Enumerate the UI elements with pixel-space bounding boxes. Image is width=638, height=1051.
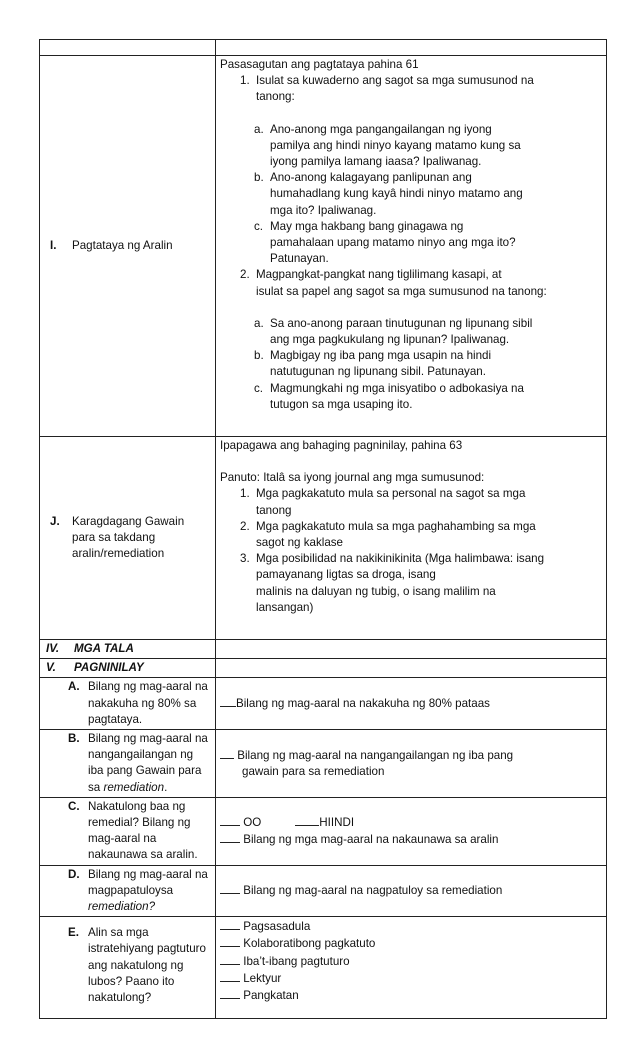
item-line: Patunayan. <box>270 252 329 266</box>
row-content-cell <box>216 730 607 798</box>
item-line: Magmungkahi ng mga inisyatibo o adbokasiya na <box>270 381 524 395</box>
row-value-cont: gawain para sa remediation <box>242 765 385 779</box>
row-label-line: nakakuha ng 80% sa <box>88 696 197 710</box>
row-label-line: iba pang Gawain para <box>88 764 202 778</box>
item-letter: b. <box>254 171 264 185</box>
row-a <box>40 678 607 730</box>
answer-blank[interactable] <box>220 882 240 894</box>
row-content-cell <box>216 678 607 730</box>
item-number: 1. <box>240 74 250 88</box>
option-hindi: HIINDI <box>319 816 355 830</box>
row-c <box>40 797 607 865</box>
row-key: I. <box>50 238 57 252</box>
row-label-emphasis: remediation <box>103 780 165 794</box>
item-line: pamayanang ligtas sa droga, isang <box>256 568 436 582</box>
lesson-plan-table <box>39 39 607 1019</box>
row-key: B. <box>68 732 80 746</box>
option-item <box>220 987 602 1004</box>
row-value: Bilang ng mag-aaral na nakakuha ng 80% pataas <box>236 697 490 711</box>
answer-blank[interactable] <box>220 970 240 982</box>
list-item <box>220 348 602 380</box>
row-key: E. <box>68 926 79 940</box>
item-line: humahadlang kung kayâ hindi ninyo matamo ang <box>270 187 523 201</box>
row-label-line: pagtataya. <box>88 712 143 726</box>
row-value: Bilang ng mag-aaral na nangangailangan ng iba pang <box>237 749 514 763</box>
item-letter: c. <box>254 219 264 233</box>
row-label-line: Nakatulong baa ng <box>88 799 186 813</box>
row-d <box>40 865 607 917</box>
item-line: pamilya ang hindi ninyo kayang matamo kung sa <box>270 138 521 152</box>
answer-blank[interactable] <box>220 831 240 843</box>
list-item <box>220 486 602 518</box>
item-number: 2. <box>240 519 250 533</box>
row-label-line: nakatulong? <box>88 991 152 1005</box>
option-item <box>220 918 602 935</box>
item-number: 1. <box>240 487 250 501</box>
row-label-line: sa <box>88 780 104 794</box>
item-letter: a. <box>254 316 264 330</box>
list-item <box>220 219 602 268</box>
section-content-cell <box>216 659 607 678</box>
item-line: iyong pamilya lamang iaasa? Ipaliwanag. <box>270 155 482 169</box>
row-label-line: para sa takdang <box>72 530 156 544</box>
section-title: PAGNINILAY <box>74 661 144 675</box>
option-item <box>220 953 602 970</box>
option-label: Pagsasadula <box>243 920 311 934</box>
row-label-line: ang nakatulong ng <box>88 958 184 972</box>
row-label-line: aralin/remediation <box>72 547 165 561</box>
row-label-line: mag-aaral na <box>88 832 157 846</box>
list-item <box>220 267 602 299</box>
list-item <box>220 170 602 219</box>
row-value: Bilang ng mga mag-aaral na nakaunawa sa aralin <box>243 833 499 847</box>
item-line: Magpangkat-pangkat nang tiglilimang kasapi, at <box>256 268 502 282</box>
option-oo: OO <box>243 816 262 830</box>
row-label-line: istratehiyang pagtuturo <box>88 942 206 956</box>
row-label-cell <box>40 437 216 640</box>
row-label-line: nangangailangan ng <box>88 748 194 762</box>
row-label <box>44 799 211 864</box>
list-item <box>220 316 602 348</box>
row-key: A. <box>68 680 80 694</box>
row-label <box>44 679 211 728</box>
row-label-cell <box>40 917 216 1019</box>
row-label <box>44 731 211 796</box>
item-line: tutugon sa mga usaping ito. <box>270 397 413 411</box>
row-label-line: nakaunawa sa aralin. <box>88 848 198 862</box>
section-mga-tala <box>40 640 607 659</box>
row-key: D. <box>68 867 80 881</box>
list-item <box>220 519 602 551</box>
option-label: Pangkatan <box>243 989 299 1003</box>
option-label: Lektyur <box>243 971 282 985</box>
item-line: Ano-anong kalagayang panlipunan ang <box>270 171 472 185</box>
row-label-line: Bilang ng mag-aaral na <box>88 867 208 881</box>
section-key: V. <box>46 661 56 675</box>
list-item <box>220 551 602 616</box>
row-key: J. <box>50 514 60 528</box>
item-letter: b. <box>254 349 264 363</box>
row-label-cell <box>40 865 216 917</box>
row-label-cell <box>40 730 216 798</box>
answer-blank[interactable] <box>220 935 240 947</box>
answer-blank[interactable] <box>220 918 240 930</box>
item-line: ang mga pagkukulang ng lipunan? Ipaliwanag. <box>270 333 510 347</box>
row-label-line: magpapatuloysa <box>88 883 174 897</box>
answer-blank[interactable] <box>220 953 240 965</box>
item-line: malinis na daluyan ng tubig, o isang malilim na <box>256 584 496 598</box>
answer-blank[interactable] <box>220 747 234 759</box>
item-line: Mga posibilidad na nakikinikinita (Mga halimbawa: isang <box>256 552 545 566</box>
section-title: MGA TALA <box>74 642 134 655</box>
item-line: lansangan) <box>256 600 314 614</box>
section-content-cell <box>216 640 607 659</box>
answer-blank[interactable] <box>220 695 236 707</box>
item-line: mga ito? Ipaliwanag. <box>270 203 377 217</box>
intro-text: Ipapagawa ang bahaging pagninilay, pahina 63 <box>220 439 463 452</box>
instructions-text: Panuto: Italâ sa iyong journal ang mga sumusunod: <box>220 471 485 485</box>
answer-blank-hindi[interactable] <box>295 814 319 826</box>
intro-text: Pasasagutan ang pagtataya pahina 61 <box>220 58 419 71</box>
row-label-text: Pagtataya ng Aralin <box>72 238 173 252</box>
section-label-cell <box>40 640 216 659</box>
option-item <box>220 935 602 952</box>
header-row <box>40 40 607 56</box>
row-label-emphasis: remediation? <box>88 900 156 914</box>
item-number: 2. <box>240 268 250 282</box>
row-label <box>44 238 211 254</box>
row-b <box>40 730 607 798</box>
header-cell-right <box>216 40 607 56</box>
row-label-cell <box>40 797 216 865</box>
item-line: Sa ano-anong paraan tinutugunan ng lipunang sibil <box>270 316 533 330</box>
option-label: Kolaboratibong pagkatuto <box>243 937 376 951</box>
row-label-cell <box>40 678 216 730</box>
item-line: pamahalaan upang matamo ninyo ang mga ito? <box>270 236 516 250</box>
header-cell-left <box>40 40 216 56</box>
row-content-cell <box>216 797 607 865</box>
option-label: Iba’t-ibang pagtuturo <box>243 954 350 968</box>
row-key: C. <box>68 799 80 813</box>
row-label-line: Bilang ng mag-aaral na <box>88 732 208 746</box>
item-line: Isulat sa kuwaderno ang sagot sa mga sumusunod na <box>256 74 534 88</box>
row-label <box>44 867 211 916</box>
row-label <box>44 514 211 563</box>
item-number: 3. <box>240 552 250 566</box>
row-label-line: Bilang ng mag-aaral na <box>88 680 208 694</box>
row-value: Bilang ng mag-aaral na nagpatuloy sa remediation <box>243 884 503 898</box>
item-line: tanong <box>256 503 292 517</box>
row-content-cell <box>216 437 607 640</box>
item-line: sagot ng kaklase <box>256 536 344 550</box>
row-label-line: Karagdagang Gawain <box>72 514 185 528</box>
section-key: IV. <box>46 642 60 655</box>
item-letter: a. <box>254 122 264 136</box>
item-line: natutugunan ng lipunang sibil. Patunayan. <box>270 365 486 379</box>
item-line: Magbigay ng iba pang mga usapin na hindi <box>270 349 492 363</box>
row-label-line: Alin sa mga <box>88 926 149 940</box>
row-e <box>40 917 607 1019</box>
item-line: Mga pagkakatuto mula sa mga paghahambing sa mga <box>256 519 536 533</box>
section-label-cell <box>40 659 216 678</box>
row-label-line: lubos? Paano ito <box>88 974 175 988</box>
item-line: Mga pagkakatuto mula sa personal na sagot sa mga <box>256 487 526 501</box>
item-line: May mga hakbang bang ginagawa ng <box>270 219 464 233</box>
item-letter: c. <box>254 381 264 395</box>
section-pagninilay <box>40 659 607 678</box>
list-item <box>220 122 602 171</box>
row-content-cell <box>216 865 607 917</box>
row-karagdagang-gawain <box>40 437 607 640</box>
row-label <box>44 925 211 1006</box>
answer-blank-oo[interactable] <box>220 814 240 826</box>
list-item <box>220 73 602 105</box>
list-item <box>220 381 602 413</box>
row-content-cell <box>216 917 607 1019</box>
item-line: tanong: <box>256 90 295 104</box>
row-content-cell <box>216 56 607 437</box>
answer-blank[interactable] <box>220 987 240 999</box>
row-label-line: remedial? Bilang ng <box>88 816 191 830</box>
item-line: isulat sa papel ang sagot sa mga sumusunod na tanong: <box>256 284 547 298</box>
row-label-cell <box>40 56 216 437</box>
option-item <box>220 970 602 987</box>
row-pagtataya <box>40 56 607 437</box>
row-label-punct: . <box>164 780 168 794</box>
item-line: Ano-anong mga pangangailangan ng iyong <box>270 122 492 136</box>
